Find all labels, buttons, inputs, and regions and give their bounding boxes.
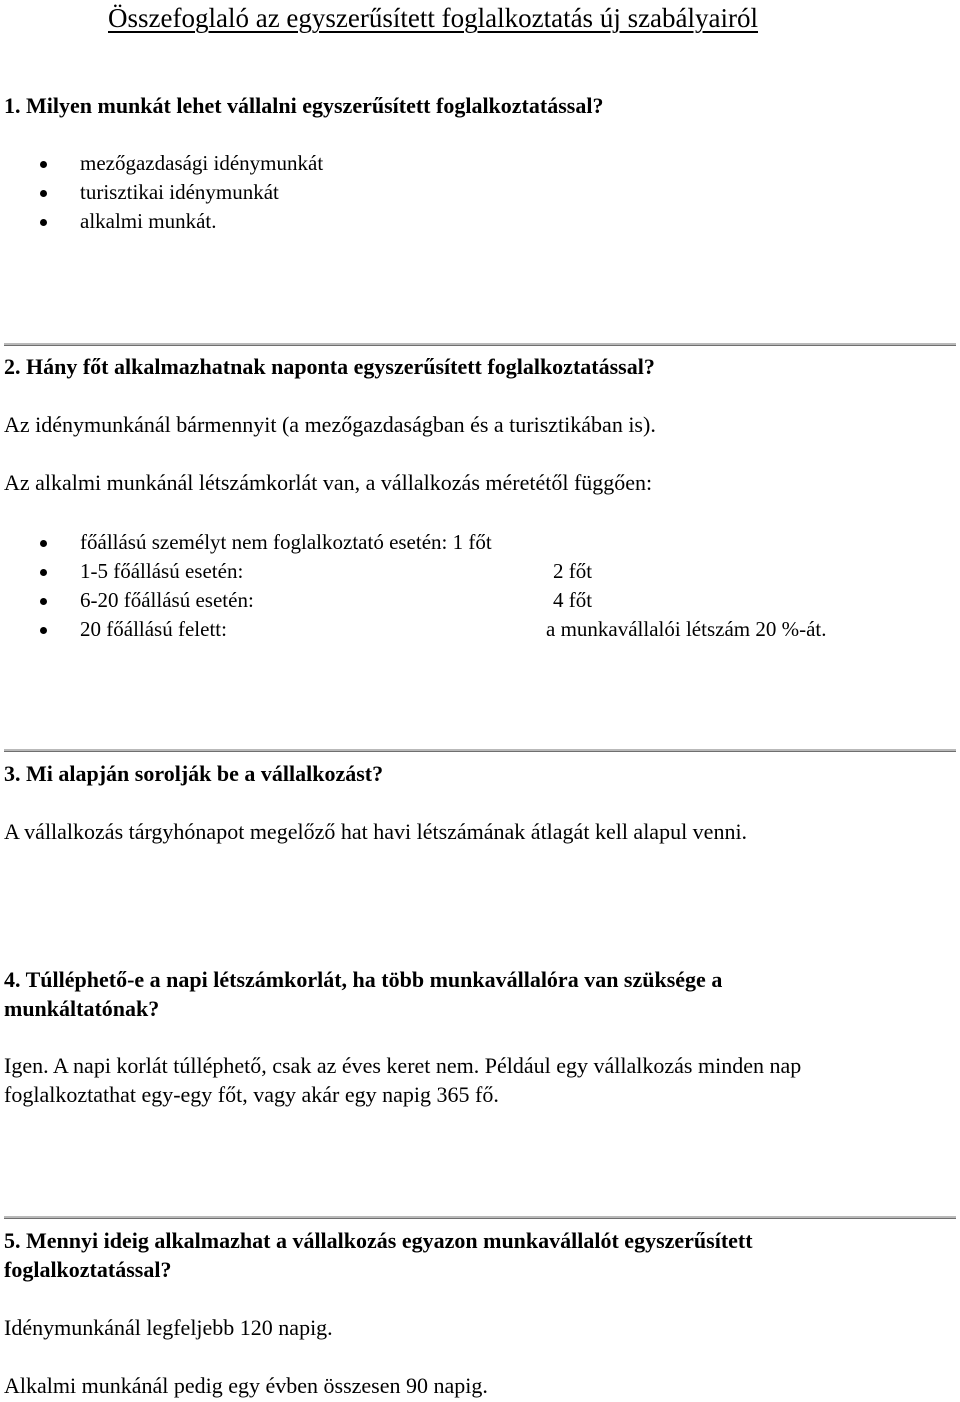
list-item-label: 20 főállású felett: [80, 617, 227, 641]
list-item-text: alkalmi munkát. [80, 209, 217, 233]
document-title: Összefoglaló az egyszerűsített foglalkoztatás új szabályairól [108, 3, 759, 33]
section-2-paragraph-1: Az idénymunkánál bármennyit (a mezőgazdaságban és a turisztikában is). [4, 412, 656, 437]
bullet-icon [40, 540, 47, 547]
section-4-paragraph-line-2: foglalkoztathat egy-egy főt, vagy akár egy napig 365 fő. [4, 1082, 499, 1107]
bullet-icon [40, 569, 47, 576]
list-item-label: 6-20 főállású esetén: [80, 588, 254, 612]
list-item-value: 2 főt [553, 559, 593, 583]
section-2-heading: 2. Hány főt alkalmazhatnak naponta egyszerűsített foglalkoztatással? [4, 354, 655, 379]
section-5-paragraph-2: Alkalmi munkánál pedig egy évben összesen 90 napig. [4, 1373, 488, 1398]
bullet-icon [40, 219, 47, 226]
section-divider [4, 1216, 956, 1219]
section-3-heading: 3. Mi alapján sorolják be a vállalkozást? [4, 761, 384, 786]
section-1-heading: 1. Milyen munkát lehet vállalni egyszerűsített foglalkoztatással? [4, 93, 604, 118]
section-5-paragraph-1: Idénymunkánál legfeljebb 120 napig. [4, 1315, 333, 1340]
section-4-heading-line-1: 4. Túlléphető-e a napi létszámkorlát, ha több munkavállalóra van szüksége a [4, 967, 723, 992]
bullet-icon [40, 598, 47, 605]
bullet-icon [40, 627, 47, 634]
list-item-value: 4 főt [553, 588, 593, 612]
section-3-paragraph: A vállalkozás tárgyhónapot megelőző hat havi létszámának átlagát kell alapul venni. [4, 819, 748, 844]
list-item-label: főállású személyt nem foglalkoztató esetén: 1 főt [80, 530, 492, 554]
section-5-heading-line-2: foglalkoztatással? [4, 1257, 172, 1282]
list-item-value: a munkavállalói létszám 20 %-át. [546, 617, 827, 641]
section-divider [4, 749, 956, 752]
section-4-paragraph-line-1: Igen. A napi korlát túlléphető, csak az éves keret nem. Például egy vállalkozás minden nap [4, 1053, 802, 1078]
section-5-heading-line-1: 5. Mennyi ideig alkalmazhat a vállalkozás egyazon munkavállalót egyszerűsített [4, 1228, 753, 1253]
bullet-icon [40, 190, 47, 197]
bullet-icon [40, 161, 47, 168]
list-item-text: turisztikai idénymunkát [80, 180, 279, 204]
list-item-label: 1-5 főállású esetén: [80, 559, 244, 583]
section-4-heading-line-2: munkáltatónak? [4, 996, 160, 1021]
section-2-paragraph-2: Az alkalmi munkánál létszámkorlát van, a vállalkozás méretétől függően: [4, 470, 653, 495]
section-divider [4, 343, 956, 346]
list-item-text: mezőgazdasági idénymunkát [80, 151, 324, 175]
